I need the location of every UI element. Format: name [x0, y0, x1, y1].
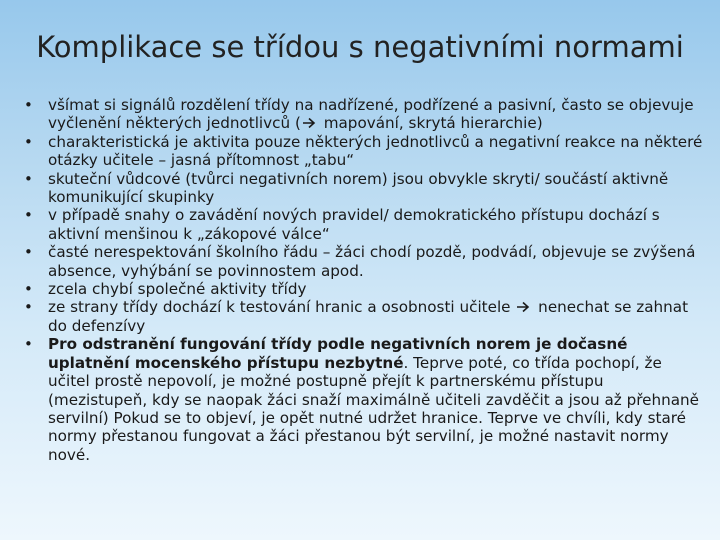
right-arrow-icon: [302, 117, 318, 129]
bullet-item-activity: [22, 133, 706, 170]
bullet-text: skuteční vůdcové (tvůrci negativních norem) jsou obvykle skryti/ součástí aktivně komunikující skupinky: [48, 169, 669, 207]
bullet-text: mapování, skrytá hierarchie): [318, 114, 543, 133]
bullet-item-rules: [22, 206, 706, 243]
bullet-text: nenechat se zahnat do defenzívy: [48, 298, 689, 335]
bullet-text: časté nerespektování školního řádu – žáci chodí pozdě, podvádí, objevuje se zvýšená absence, vyhýbání se povinnostem apod.: [48, 243, 696, 280]
bullet-marker: •: [24, 169, 33, 188]
bullet-marker: •: [24, 280, 33, 299]
bullet-item-common-activities: [22, 280, 706, 298]
bullet-text-bold: Pro odstranění fungování třídy podle negativních norem je dočasné uplatnění mocenského přístupu nezbytné: [48, 335, 628, 372]
bullet-text: v případě snahy o zavádění nových pravidel/ demokratického přístupu dochází s aktivní menšinou k „zákopové válce“: [48, 206, 660, 243]
bullet-text: všímat si signálů rozdělení třídy na nadřízené, podřízené a pasivní, často se objevuje vyčlenění některých jednotlivců (: [48, 96, 694, 133]
bullet-marker: •: [24, 298, 33, 317]
bullet-text: ze strany třídy dochází k testování hranic a osobnosti učitele: [48, 298, 516, 317]
bullet-list: [22, 96, 706, 464]
bullet-item-signals: [22, 96, 706, 133]
bullet-item-school-rules: [22, 243, 706, 280]
bullet-marker: •: [24, 96, 33, 114]
bullet-marker: •: [24, 206, 33, 225]
bullet-marker: •: [24, 132, 33, 151]
bullet-text: . Teprve poté, co třída pochopí, že učitel prostě nepovolí, je možné postupně přejít k partnerskému přístupu (mezistupeň, kdy se naopak žáci snaží maximálně učiteli zavděčit a jsou až přehnaně servilní) Pokud se to objeví, je opět nutné udržet hranice. Teprve ve chvíli, kdy staré normy přestanou fungovat a žáci přestanou být servilní, je možné nastavit normy nové.: [48, 353, 700, 464]
bullet-item-testing: [22, 298, 706, 335]
bullet-marker: •: [24, 243, 33, 262]
bullet-item-power-approach: [22, 335, 706, 464]
bullet-item-leaders: [22, 170, 706, 207]
bullet-text: zcela chybí společné aktivity třídy: [48, 280, 307, 299]
slide-title: Komplikace se třídou s negativními normami: [36, 30, 684, 64]
bullet-marker: •: [24, 335, 33, 354]
bullet-text: charakteristická je aktivita pouze některých jednotlivců a negativní reakce na některé otázky učitele – jasná přítomnost „tabu“: [48, 132, 703, 170]
right-arrow-icon: [516, 301, 532, 313]
